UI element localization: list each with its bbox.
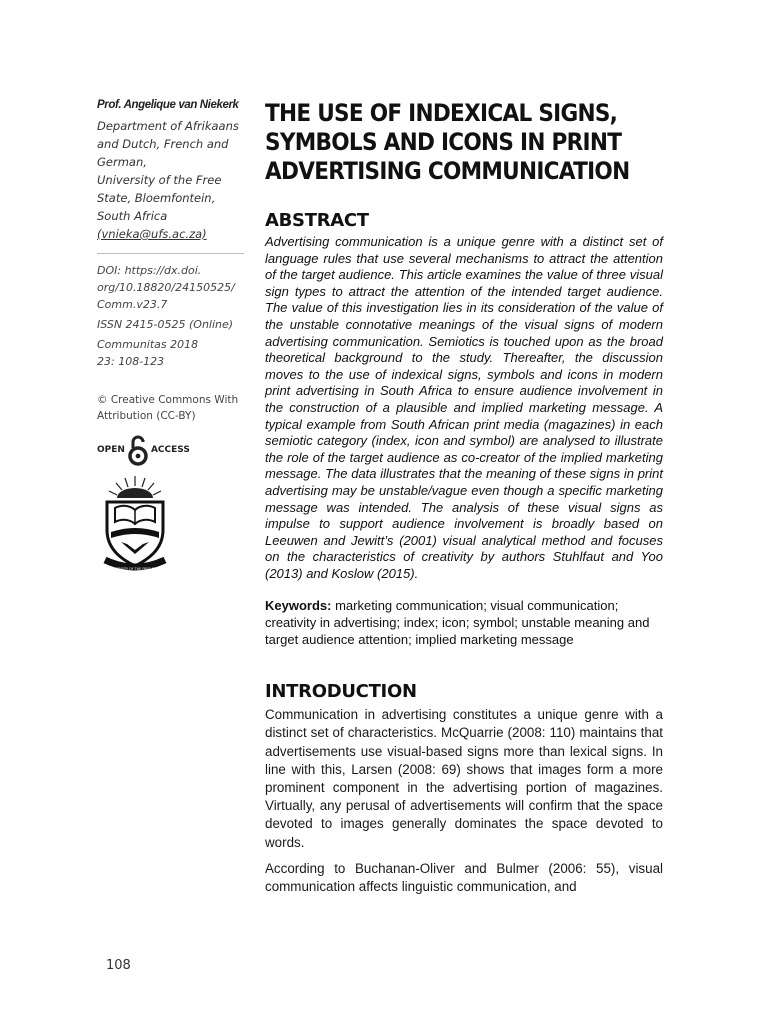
- journal-line: Communitas 2018: [97, 338, 199, 351]
- publication-meta: [97, 262, 244, 370]
- affiliation-line: State, Bloemfontein,: [97, 191, 216, 205]
- license-line: Attribution (CC-BY): [97, 410, 196, 422]
- doi-line: Comm.v23.7: [97, 298, 168, 311]
- affiliation-line: German,: [97, 155, 147, 169]
- article-main: [265, 99, 663, 896]
- title-line: SYMBOLS AND ICONS IN PRINT: [265, 128, 622, 156]
- journal-info: [97, 336, 244, 370]
- open-access-right: ACCESS: [150, 445, 190, 455]
- doi-link[interactable]: [97, 262, 244, 313]
- abstract-heading: ABSTRACT: [265, 210, 369, 231]
- affiliation-line: Department of Afrikaans: [97, 119, 239, 133]
- author-email-link[interactable]: (vnieka@ufs.ac.za): [97, 227, 207, 241]
- sidebar-divider: [97, 253, 244, 254]
- open-lock-icon: [127, 434, 149, 466]
- abstract-text: Advertising communication is a unique genre with a distinct set of language rules that use several mechanisms to attract the attention of the target audience. This article examines the value of three visual sign types to attract the attention of the intended target audience. The value of this investigation lies in its consideration of the value of the unstable connotative meanings of the visual signs of modern advertising communication. Semiotics is touched upon as the broad theoretical background to the study. Thereafter, the discussion moves to the use of indexical signs, symbols and icons in modern print advertising in South Africa to ensure audience involvement in the construction of a plausible and implied marketing message. A typical example from South African print media (magazines) in each semiotic category (index, icon and symbol) are analysed to illustrate the role of the target audience as co-creator of the implied marketing message. The data illustrates that the meaning of these signs in print advertising may be unstable/vague even though a specific marketing message was intended. The analysis of these visual signs as impulse to support audience involvement is broadly based on Leeuwen and Jewitt’s (2001) visual analytical method and focuses on the characteristics of creativity by authors Stuhlfaut and Yoo (2013) and Koslow (2015).: [265, 234, 663, 581]
- license-note: [97, 392, 244, 424]
- open-access-badge: [97, 434, 244, 466]
- issn: ISSN 2415-0525 (Online): [97, 318, 234, 331]
- affiliation-line: University of the Free: [97, 173, 222, 187]
- author-affiliation: [97, 117, 244, 243]
- journal-line: 23: 108-123: [97, 355, 165, 368]
- open-access-left: OPEN: [97, 445, 125, 455]
- introduction-heading: INTRODUCTION: [265, 681, 417, 703]
- doi-line: org/10.18820/24150525/: [97, 281, 235, 294]
- author-name: Prof. Angelique van Niekerk: [97, 99, 239, 111]
- keywords-text: marketing communication; visual communication; creativity in advertising; index; icon; symbol; unstable meaning and target audience attention; implied marketing message: [265, 598, 650, 647]
- page-number: 108: [106, 958, 131, 973]
- intro-paragraph: Communication in advertising constitutes a unique genre with a distinct set of characteristics. McQuarrie (2008: 110) maintains that advertisements use visual-based signs more than lexical signs. In line with this, Larsen (2008: 69) shows that images form a more prominent component in the advertising portion of magazines. Virtually, any perusal of advertisements will confirm that the space devoted to images generally dominates the space devoted to words.: [265, 707, 663, 850]
- affiliation-line: and Dutch, French and: [97, 137, 229, 151]
- keywords-label: Keywords:: [265, 598, 332, 614]
- affiliation-line: South Africa: [97, 209, 168, 223]
- license-line: © Creative Commons With: [97, 394, 239, 406]
- title-line: ADVERTISING COMMUNICATION: [265, 157, 630, 185]
- author-sidebar: [97, 99, 244, 579]
- crest-icon: [97, 474, 173, 574]
- doi-line: DOI: https://dx.doi.: [97, 264, 202, 277]
- article-title: [265, 99, 661, 186]
- intro-paragraph: According to Buchanan-Oliver and Bulmer (2006: 55), visual communication affects linguistic communication, and: [265, 860, 663, 895]
- crest-motto: UNIVERSITY OF THE FREE STATE: [108, 567, 162, 571]
- title-line: THE USE OF INDEXICAL SIGNS,: [265, 99, 618, 127]
- keywords: [265, 598, 663, 648]
- university-crest: [97, 474, 244, 579]
